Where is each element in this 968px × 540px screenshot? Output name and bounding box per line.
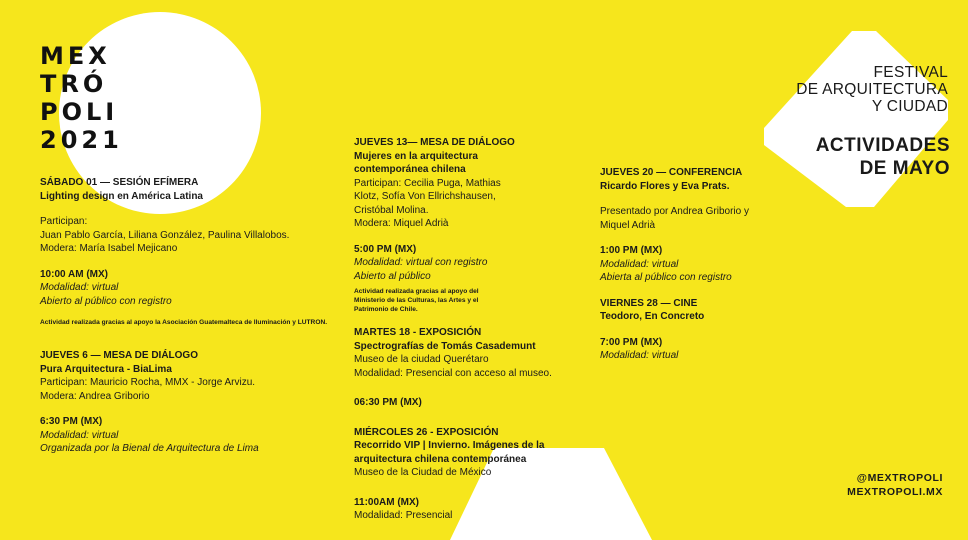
event-jueves-06 bbox=[40, 349, 330, 456]
event-subtitle: contemporánea chilena bbox=[354, 164, 466, 175]
logo-line: 2021 bbox=[40, 126, 123, 154]
event-presenters: Presentado por Andrea Griborio y bbox=[600, 206, 749, 217]
event-heading: JUEVES 13— MESA DE DIÁLOGO bbox=[354, 137, 515, 148]
schedule-column-3 bbox=[600, 166, 810, 363]
event-time: 5:00 PM (MX) bbox=[354, 243, 417, 255]
event-participants: Klotz, Sofía Von Ellrichshausen, bbox=[354, 191, 496, 202]
event-subtitle: Recorrido VIP | Invierno. Imágenes de la bbox=[354, 440, 545, 451]
event-venue: Museo de la ciudad Querétaro bbox=[354, 354, 489, 365]
event-note: Patrimonio de Chile. bbox=[354, 306, 418, 313]
event-sabado-01 bbox=[40, 176, 330, 327]
event-heading: MIÉRCOLES 26 - EXPOSICIÓN bbox=[354, 426, 499, 438]
event-martes-18 bbox=[354, 326, 594, 410]
event-subtitle: Spectrografías de Tomás Casademunt bbox=[354, 340, 536, 352]
event-mode: Modalidad: Presencial con acceso al museo. bbox=[354, 367, 552, 379]
page-title: ACTIVIDADES DE MAYO bbox=[815, 135, 950, 179]
event-heading: JUEVES 20 — CONFERENCIA bbox=[600, 167, 743, 178]
event-mode: Modalidad: virtual bbox=[600, 350, 679, 361]
event-subtitle: Ricardo Flores y Eva Prats. bbox=[600, 180, 730, 192]
event-subtitle: Teodoro, En Concreto bbox=[600, 311, 705, 322]
event-participants: Juan Pablo García, Liliana González, Paulina Villalobos. bbox=[40, 229, 290, 241]
event-note: Actividad realizada gracias al apoyo del bbox=[354, 288, 479, 295]
event-participants: Participan: Mauricio Rocha, MMX - Jorge Arvizu. bbox=[40, 377, 256, 388]
event-heading: JUEVES 6 — MESA DE DIÁLOGO bbox=[40, 350, 198, 361]
event-participants-label: Participan: bbox=[40, 216, 88, 227]
mextropoli-logo bbox=[40, 42, 123, 154]
event-moderator: Modera: María Isabel Mejicano bbox=[40, 243, 178, 254]
event-note: Actividad realizada gracias al apoyo la Asociación Guatemalteca de Iluminación y LUTRON. bbox=[40, 319, 328, 326]
logo-line: POLI bbox=[40, 98, 119, 126]
event-time: 11:00AM (MX) bbox=[354, 496, 420, 508]
event-participants: Participan: Cecilia Puga, Mathias bbox=[354, 177, 501, 189]
schedule-column-2 bbox=[354, 136, 594, 523]
event-mode: Modalidad: virtual bbox=[600, 258, 679, 270]
event-access: Abierto al público con registro bbox=[40, 295, 172, 307]
event-venue: Museo de la Ciudad de México bbox=[354, 467, 492, 478]
event-access: Abierto al público bbox=[354, 270, 431, 282]
event-jueves-13 bbox=[354, 136, 594, 314]
event-moderator: Modera: Miquel Adrià bbox=[354, 218, 449, 229]
event-note: Ministerio de las Culturas, las Artes y el bbox=[354, 297, 479, 304]
event-time: 10:00 AM (MX) bbox=[40, 268, 108, 280]
website-link: MEXTROPOLI.MX bbox=[847, 486, 943, 498]
event-heading: VIERNES 28 — CINE bbox=[600, 297, 698, 309]
social-links bbox=[743, 471, 943, 499]
event-subtitle: Pura Arquitectura - BiaLima bbox=[40, 363, 172, 375]
festival-title: FESTIVAL DE ARQUITECTURA Y CIUDAD bbox=[796, 64, 948, 115]
event-heading: SÁBADO 01 — SESIÓN EFÍMERA bbox=[40, 177, 199, 188]
logo-line: TRÓ bbox=[40, 70, 108, 98]
event-time: 1:00 PM (MX) bbox=[600, 245, 663, 256]
event-jueves-20 bbox=[600, 166, 810, 285]
event-time: 06:30 PM (MX) bbox=[354, 397, 422, 408]
event-subtitle: Lighting design en América Latina bbox=[40, 190, 203, 202]
event-miercoles-26 bbox=[354, 426, 594, 523]
event-viernes-28 bbox=[600, 297, 810, 363]
event-heading: MARTES 18 - EXPOSICIÓN bbox=[354, 327, 482, 338]
event-mode: Modalidad: virtual con registro bbox=[354, 257, 488, 268]
event-time: 7:00 PM (MX) bbox=[600, 336, 663, 348]
event-mode: Modalidad: virtual bbox=[40, 429, 119, 441]
event-time: 6:30 PM (MX) bbox=[40, 416, 103, 427]
event-presenters: Miquel Adrià bbox=[600, 219, 656, 231]
schedule-column-1 bbox=[40, 176, 330, 456]
event-participants: Cristóbal Molina. bbox=[354, 204, 429, 216]
event-organizer: Organizada por la Bienal de Arquitectura de Lima bbox=[40, 443, 259, 454]
event-mode: Modalidad: Presencial bbox=[354, 510, 453, 521]
event-moderator: Modera: Andrea Griborio bbox=[40, 390, 150, 402]
logo-line: MEX bbox=[40, 42, 111, 70]
event-mode: Modalidad: virtual bbox=[40, 282, 119, 293]
event-subtitle: arquitectura chilena contemporánea bbox=[354, 453, 527, 465]
social-handle: @MEXTROPOLI bbox=[856, 472, 943, 484]
event-subtitle: Mujeres en la arquitectura bbox=[354, 150, 478, 162]
event-access: Abierta al público con registro bbox=[600, 272, 732, 283]
